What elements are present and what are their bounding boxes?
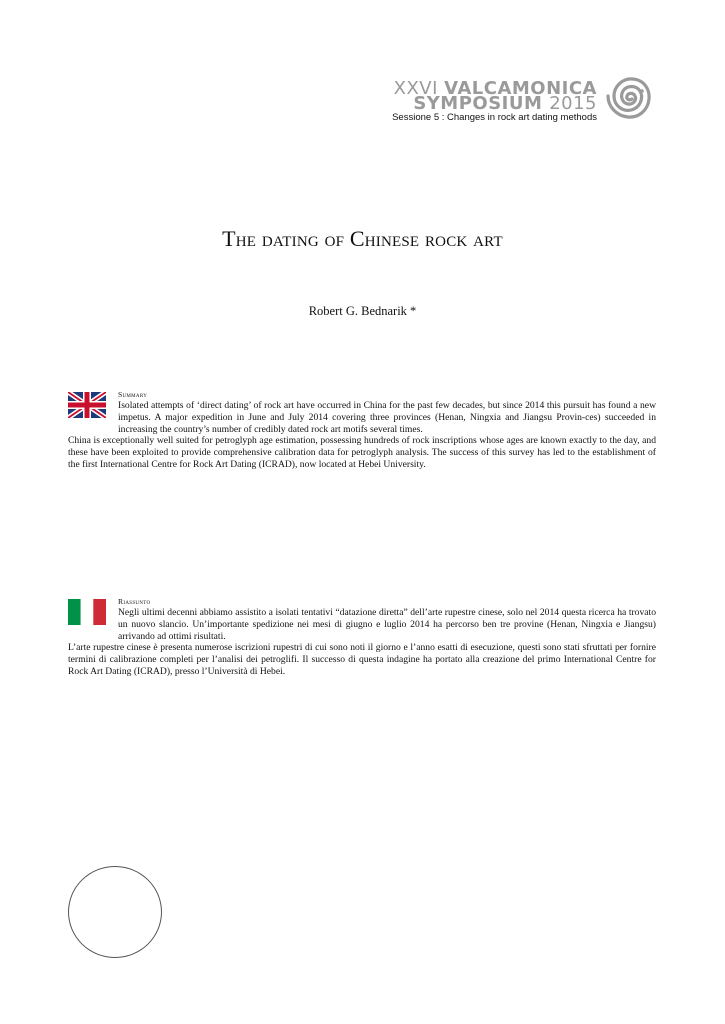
riassunto-heading: Riassunto: [118, 597, 151, 606]
symposium-edition: XXVI: [393, 78, 445, 99]
author-name: Robert G. Bednarik *: [308, 304, 417, 318]
symposium-place: VALCAMONICA: [444, 78, 597, 99]
symposium-year: 2015: [549, 93, 597, 114]
session-label: Sessione 5 : Changes in rock art dating methods: [392, 112, 597, 123]
circle-outline-icon: [68, 866, 162, 958]
riassunto-lead-text: Negli ultimi decenni abbiamo assistito a isolati tentativi “datazione diretta” dell’arte rupestre cinese, solo nel 2014 questa ricerca ha trovato un nuovo slancio. Un’importante spedizione nei mesi di giugno e luglio 2014 ha percorso ben tre provine (Henan, Ningxia e Jiangsu) arrivando ad ottimi risultati.: [118, 607, 656, 642]
italy-flag-icon: [68, 599, 106, 625]
summary-heading: Summary: [118, 390, 148, 399]
summary-body-text: China is exceptionally well suited for petroglyph age estimation, possessing hundreds of rock inscriptions whose ages are known exactly to the day, and these have been exploited to provide comprehensive calibration data for petroglyph analysis. The success of this survey has led to the establishment of the first International Centre for Rock Art Dating (ICRAD), now located at Hebei University.: [68, 435, 656, 470]
uk-flag-icon: [68, 392, 106, 418]
summary-section: [68, 390, 656, 471]
symposium-title-line2: [413, 93, 597, 114]
paper-title: The dating of Chinese rock art: [222, 226, 503, 251]
spiral-logo-icon: [602, 68, 658, 126]
riassunto-body-text: L’arte rupestre cinese è presenta numerose iscrizioni rupestri di cui sono noti il giorno e l’anno esatti di esecuzione, questi sono stati sfruttati per fornire termini di calibrazione completi per l’analisi dei petroglifi. Il successo di questa indagine ha portato alla creazione del primo International Centre for Rock Art Dating (ICRAD), presso l’Università di Hebei.: [68, 642, 656, 677]
summary-lead-text: Isolated attempts of ‘direct dating’ of rock art have occurred in China for the past few decades, but since 2014 this pursuit has found a new impetus. A major expedition in June and July 2014 covering three provinces (Henan, Ningxia and Jiangsu Provin-ces) succeeded in increasing the country’s number of credibly dated rock art motifs several times.: [118, 400, 656, 435]
symposium-word: SYMPOSIUM: [413, 93, 550, 114]
riassunto-section: [68, 597, 656, 678]
